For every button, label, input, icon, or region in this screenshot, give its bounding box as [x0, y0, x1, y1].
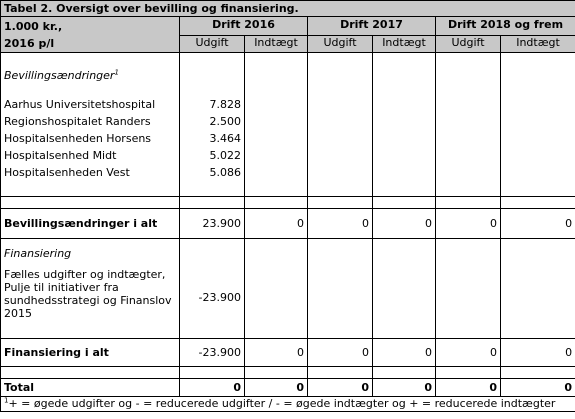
total-value: 0 [436, 379, 501, 397]
footnote-marker: 1 [114, 68, 119, 77]
hospital-name: Hospitalsenheden Horsens [4, 132, 152, 145]
hospital-name: Hospitalsenhed Midt [4, 149, 117, 162]
finansiering-item-label: Fælles udgifter og indtægter, Pulje til initiativer fra sundhedsstrategi og Finanslov 2015 [4, 268, 172, 320]
footnote [1, 397, 575, 412]
subheader-indtaegt-2018: Indtægt [501, 36, 575, 53]
finansiering-total-value: 0 [501, 339, 575, 367]
subheader-udgift-2018: Udgift [436, 36, 501, 53]
hospital-value: 3.464 [209, 132, 241, 145]
bevilling-total-value: 0 [308, 209, 373, 239]
finansiering-total-value: 0 [373, 339, 436, 367]
bevilling-block-row [1, 53, 575, 197]
finansiering-labels-cell [1, 239, 180, 339]
empty-cell [245, 53, 308, 197]
subheader-udgift-2017: Udgift [308, 36, 373, 53]
finansiering-total-label: Finansiering i alt [1, 339, 180, 367]
total-value: 0 [180, 379, 245, 397]
bevilling-labels-cell [1, 53, 180, 197]
hospital-value: 7.828 [209, 98, 241, 111]
footnote-text: + = øgede udgifter og - = reducerede udgifter / - = øgede indtægter og + = reducerede indtægter [8, 397, 556, 410]
hospital-value: 2.500 [209, 115, 241, 128]
bevilling-total-value: 0 [436, 209, 501, 239]
bevilling-total-label: Bevillingsændringer i alt [1, 209, 180, 239]
bevilling-section-label: Bevillingsændringer$^1$ [4, 68, 119, 82]
bevilling-total-value: 0 [501, 209, 575, 239]
finansiering-block-row [1, 239, 575, 339]
footnote-mark: 1 [4, 396, 9, 405]
finansiering-item-value: -23.900 [198, 291, 241, 304]
empty-cell [308, 53, 373, 197]
bevilling-total-value: 0 [245, 209, 308, 239]
hospital-name: Regionshospitalet Randers [4, 115, 151, 128]
hospital-value: 5.086 [209, 166, 241, 179]
finansiering-total-value: 0 [308, 339, 373, 367]
spacer-row [1, 367, 575, 379]
empty-cell [436, 239, 501, 339]
subheader-indtaegt-2017: Indtægt [373, 36, 436, 53]
unit-label-1: 1.000 kr., [4, 20, 63, 33]
total-value: 0 [501, 379, 575, 397]
hospital-name: Aarhus Universitetshospital [4, 98, 156, 111]
hospital-name: Hospitalsenheden Vest [4, 166, 130, 179]
empty-cell [373, 53, 436, 197]
title-row [1, 1, 575, 17]
subheader-indtaegt-2016: Indtægt [245, 36, 308, 53]
total-value: 0 [308, 379, 373, 397]
group-header-2018: Drift 2018 og frem [436, 17, 575, 36]
table-title: Tabel 2. Oversigt over bevilling og finansiering. [1, 1, 575, 17]
empty-cell [501, 53, 575, 197]
finansiering-total-value: 0 [245, 339, 308, 367]
empty-cell [308, 239, 373, 339]
finansiering-total-value: -23.900 [180, 339, 245, 367]
empty-cell [245, 239, 308, 339]
total-value: 0 [373, 379, 436, 397]
finansiering-section-label: Finansiering [4, 247, 72, 260]
group-header-2017: Drift 2017 [308, 17, 436, 36]
unit-label-2: 2016 p/l [4, 37, 55, 50]
group-header-row [1, 17, 575, 36]
empty-cell [373, 239, 436, 339]
total-row [1, 379, 575, 397]
finansiering-total-value: 0 [436, 339, 501, 367]
total-label: Total [1, 379, 180, 397]
footnote-row [1, 397, 575, 412]
finansiering-total-row [1, 339, 575, 367]
bevilling-total-value: 23.900 [180, 209, 245, 239]
finansiering-values-cell [180, 239, 245, 339]
bevilling-total-row [1, 209, 575, 239]
bevilling-total-value: 0 [373, 209, 436, 239]
group-header-2016: Drift 2016 [180, 17, 308, 36]
empty-cell [501, 239, 575, 339]
hospital-value: 5.022 [209, 149, 241, 162]
spacer-row [1, 197, 575, 209]
total-value: 0 [245, 379, 308, 397]
empty-cell [436, 53, 501, 197]
bevilling-values-cell [180, 53, 245, 197]
subheader-udgift-2016: Udgift [180, 36, 245, 53]
unit-label-cell [1, 17, 180, 53]
